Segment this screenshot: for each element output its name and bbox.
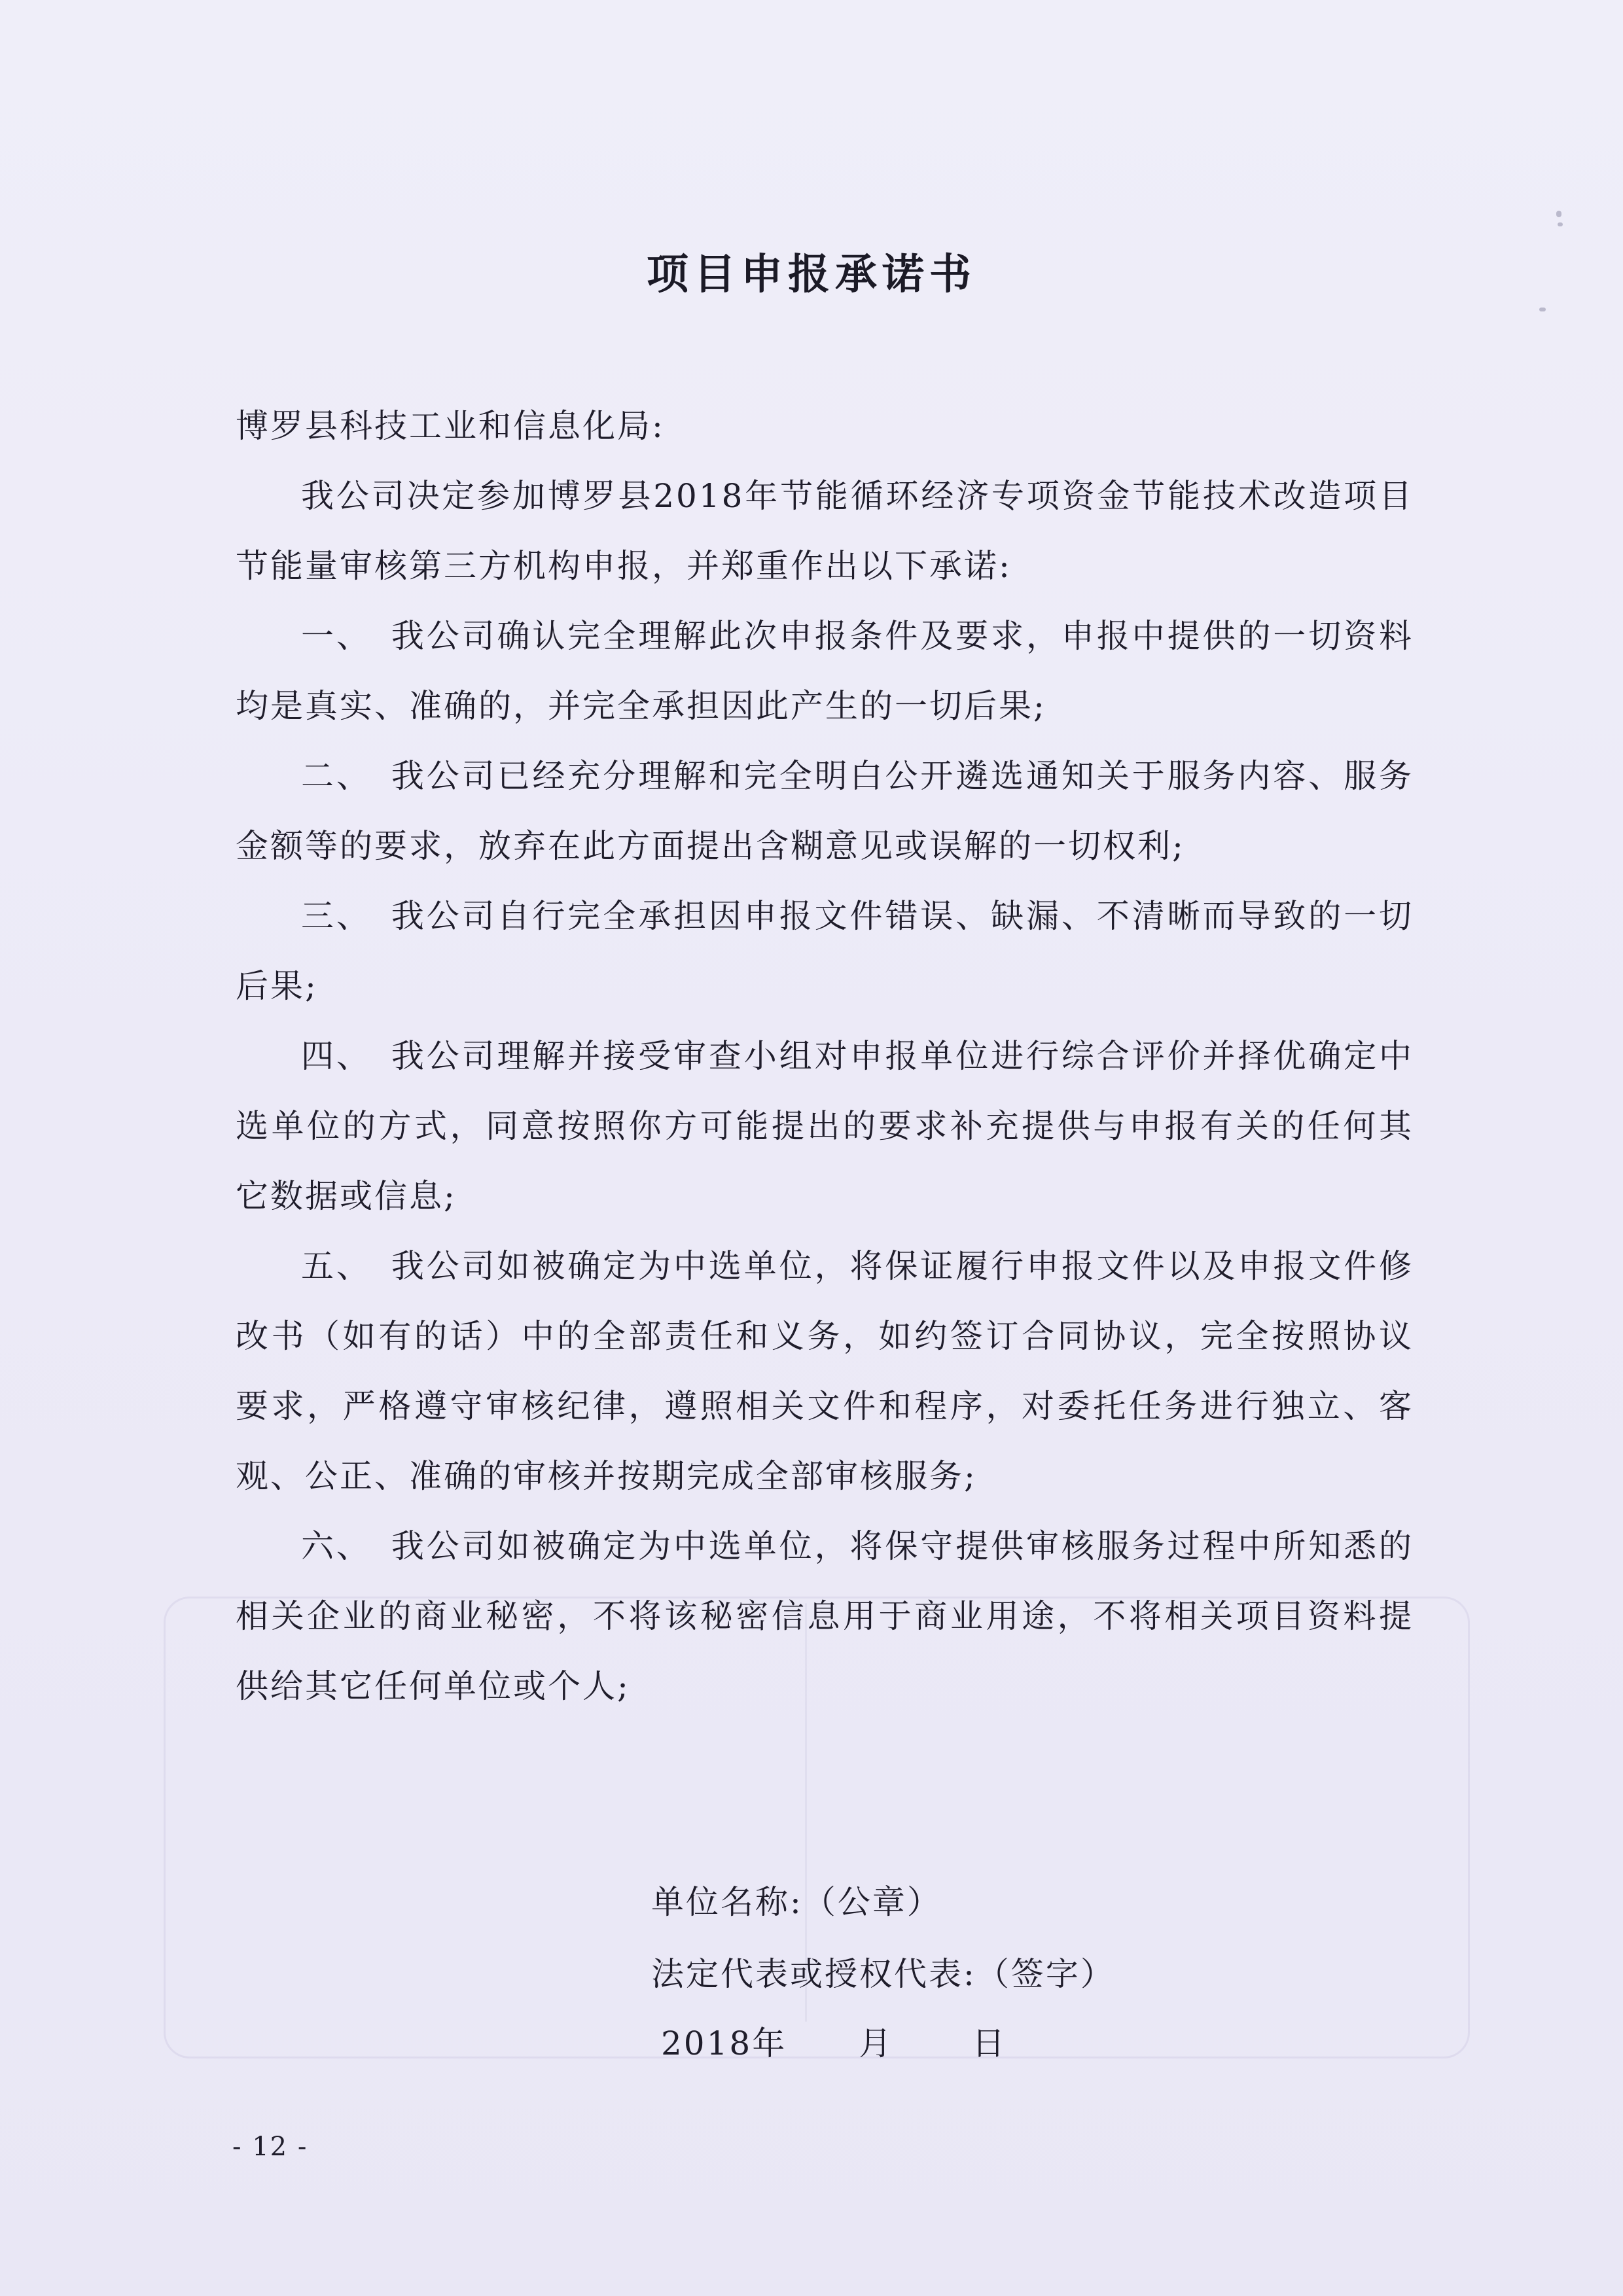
item-text: 我公司自行完全承担因申报文件错误、缺漏、不清晰而导致的一切后果;	[236, 897, 1414, 1005]
item-number: 六、	[301, 1527, 372, 1565]
item-number: 三、	[301, 897, 372, 935]
item-number: 二、	[301, 757, 372, 795]
scan-speck	[1556, 211, 1561, 217]
item-text: 我公司如被确定为中选单位，将保证履行申报文件以及申报文件修改书（如有的话）中的全部责任和义务，如约签订合同协议，完全按照协议要求，严格遵守审核纪律，遵照相关文件和程序，对委托任务进行独立、客观、公正、准确的审核并按期完成全部审核服务;	[236, 1247, 1414, 1495]
item-text: 我公司如被确定为中选单位，将保守提供审核服务过程中所知悉的相关企业的商业秘密，不将该秘密信息用于商业用途，不将相关项目资料提供给其它任何单位或个人;	[236, 1527, 1414, 1705]
intro-paragraph: 我公司决定参加博罗县2018年节能循环经济专项资金节能技术改造项目节能量审核第三方机构申报，并郑重作出以下承诺:	[236, 477, 1414, 585]
item-number: 一、	[301, 617, 372, 655]
item-text: 我公司已经充分理解和完全明白公开遴选通知关于服务内容、服务金额等的要求，放弃在此方面提出含糊意见或误解的一切权利;	[236, 757, 1414, 865]
item-text: 我公司确认完全理解此次申报条件及要求，申报中提供的一切资料均是真实、准确的，并完全承担因此产生的一切后果;	[236, 617, 1414, 725]
scan-speck	[1539, 308, 1546, 311]
date-month: 月	[859, 2024, 894, 2062]
unit-name-line: 单位名称:（公章）	[651, 1883, 942, 1921]
commitment-item	[236, 741, 1414, 881]
item-number: 四、	[301, 1037, 372, 1075]
commitment-item	[236, 601, 1414, 741]
commitment-item	[236, 881, 1414, 1021]
representative-line: 法定代表或授权代表:（签字）	[651, 1955, 1115, 1993]
commitment-item	[236, 1021, 1414, 1231]
date-line	[661, 2024, 1007, 2063]
page-number: - 12 -	[232, 2132, 308, 2162]
document-body	[236, 391, 1414, 1722]
commitment-item	[236, 1511, 1414, 1722]
date-year: 2018年	[661, 2024, 787, 2062]
scan-speck	[1558, 222, 1563, 226]
commitment-item	[236, 1231, 1414, 1511]
addressee: 博罗县科技工业和信息化局:	[236, 407, 665, 445]
date-day: 日	[972, 2024, 1007, 2062]
item-number: 五、	[301, 1247, 372, 1285]
document-title: 项目申报承诺书	[647, 251, 976, 299]
item-text: 我公司理解并接受审查小组对申报单位进行综合评价并择优确定中选单位的方式，同意按照你方可能提出的要求补充提供与申报有关的任何其它数据或信息;	[236, 1037, 1414, 1215]
